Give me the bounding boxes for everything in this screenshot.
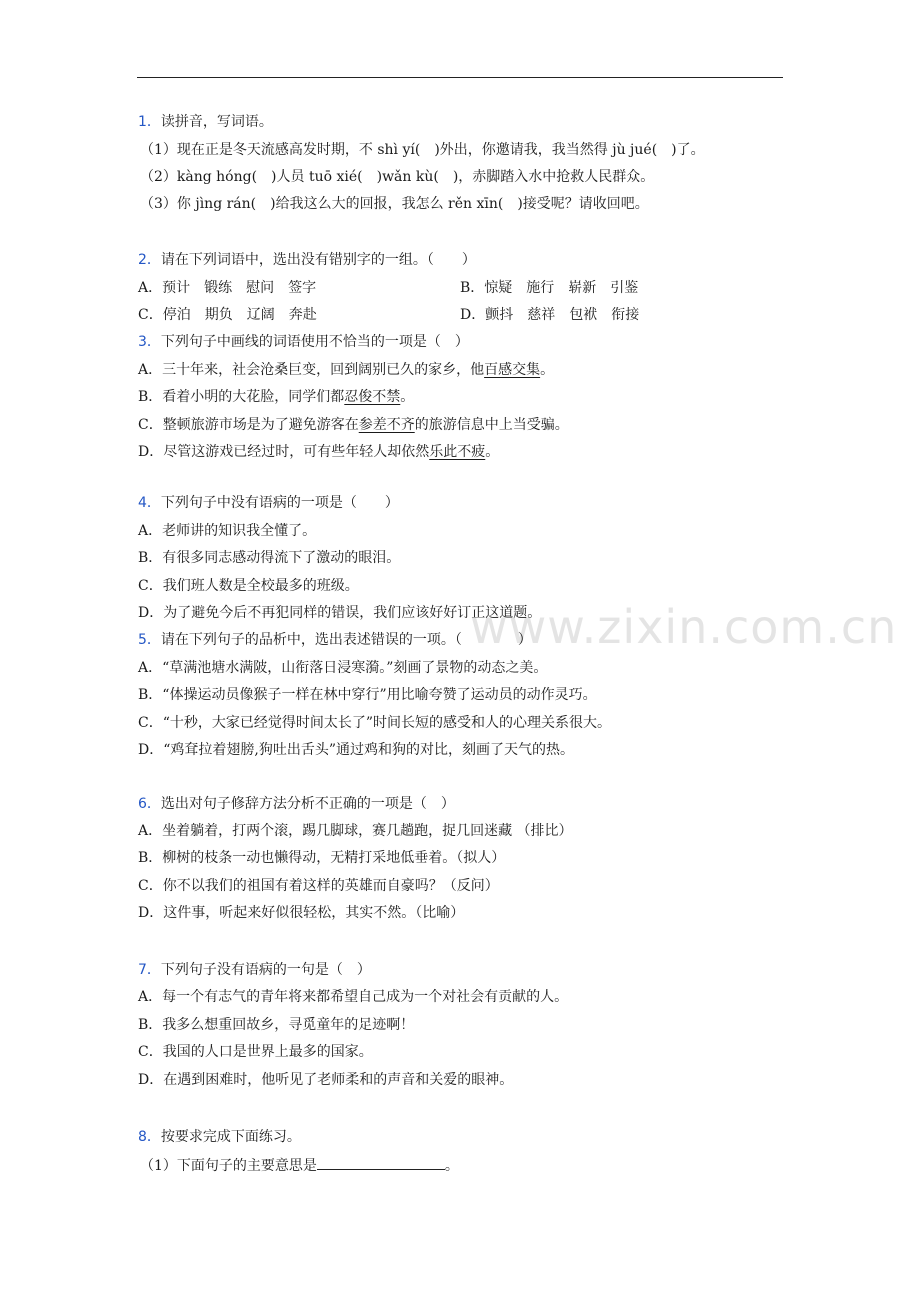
q3-option-d: D．尽管这游戏已经过时，可有些年轻人却依然乐此不疲。 xyxy=(138,444,500,460)
q5-option-a: A．“草满池塘水满陂，山衔落日浸寒漪。”刻画了景物的动态之美。 xyxy=(138,660,548,676)
underlined-phrase: 忍俊不禁 xyxy=(344,389,401,405)
q5-number: 5． xyxy=(138,632,161,648)
q2-option-d: D．颤抖 慈祥 包袱 衔接 xyxy=(460,307,640,323)
q3-option-c: C．整顿旅游市场是为了避免游客在参差不齐的旅游信息中上当受骗。 xyxy=(138,417,569,433)
q1-item-2: （2）kàng hóng( )人员 tuō xié( )wǎn kù( )，赤脚踏入水中抢救人民群众。 xyxy=(140,169,655,185)
q7-stem: 7．下列句子没有语病的一句是（ ） xyxy=(138,962,371,978)
q3-stem: 3．下列句子中画线的词语使用不恰当的一项是（ ） xyxy=(138,334,469,350)
q4-option-d: D．为了避免今后不再犯同样的错误，我们应该好好订正这道题。 xyxy=(138,605,542,621)
q7-option-d: D．在遇到困难时，他听见了老师柔和的声音和关爱的眼神。 xyxy=(138,1072,514,1088)
underlined-phrase: 百感交集 xyxy=(484,362,541,378)
q1-stem: 1．读拼音，写词语。 xyxy=(138,114,273,130)
q4-number: 4． xyxy=(138,495,161,511)
q6-stem: 6．选出对句子修辞方法分析不正确的一项是（ ） xyxy=(138,796,455,812)
q2-option-a: A．预计 锻练 慰问 签字 xyxy=(138,280,317,296)
q2-number: 2． xyxy=(138,252,161,268)
q8-item-1: （1）下面句子的主要意思是 。 xyxy=(140,1155,459,1175)
q1-item-3: （3）你 jìng rán( )给我这么大的回报，我怎么 rěn xīn( )接受呢？请收回吧。 xyxy=(140,196,649,212)
q1-item-1: （1）现在正是冬天流感高发时期，不 shì yí( )外出，你邀请我，我当然得 jù jué( )了。 xyxy=(140,142,705,158)
q2-stem: 2．请在下列词语中，选出没有错别字的一组。（ ） xyxy=(138,252,476,268)
watermark: www.zixin.com.cn xyxy=(470,600,898,654)
q3-option-b: B．看着小明的大花脸，同学们都忍俊不禁。 xyxy=(138,389,415,405)
underlined-phrase: 参差不齐 xyxy=(358,417,415,433)
q2-option-c: C．停泊 期负 辽阔 奔赴 xyxy=(138,307,317,323)
q6-option-b: B．柳树的枝条一动也懒得动，无精打采地低垂着。（拟人） xyxy=(138,850,506,866)
q7-option-b: B．我多么想重回故乡，寻觅童年的足迹啊！ xyxy=(138,1017,415,1033)
q4-option-a: A．老师讲的知识我全懂了。 xyxy=(138,523,317,539)
q3-number: 3． xyxy=(138,334,161,350)
q4-stem: 4．下列句子中没有语病的一项是（ ） xyxy=(138,495,399,511)
q6-option-a: A．坐着躺着，打两个滚，踢几脚球，赛几趟跑，捉几回迷藏 （排比） xyxy=(138,823,573,839)
q7-number: 7． xyxy=(138,962,161,978)
q5-option-d: D．“鸡耷拉着翅膀,狗吐出舌头”通过鸡和狗的对比，刻画了天气的热。 xyxy=(138,742,574,758)
q5-stem: 5．请在下列句子的品析中，选出表述错误的一项。（ ） xyxy=(138,632,532,648)
q8-number: 8． xyxy=(138,1129,161,1145)
answer-blank[interactable] xyxy=(317,1155,445,1170)
q4-option-c: C．我们班人数是全校最多的班级。 xyxy=(138,578,359,594)
q6-number: 6． xyxy=(138,796,161,812)
q3-option-a: A．三十年来，社会沧桑巨变，回到阔别已久的家乡，他百感交集。 xyxy=(138,362,555,378)
q6-option-c: C．你不以我们的祖国有着这样的英雄而自豪吗？（反问） xyxy=(138,878,499,894)
q5-option-b: B．“体操运动员像猴子一样在林中穿行”用比喻夸赞了运动员的动作灵巧。 xyxy=(138,687,597,703)
underlined-phrase: 乐此不疲 xyxy=(429,444,486,460)
q2-option-b: B．惊疑 施行 崭新 引鉴 xyxy=(460,280,639,296)
q4-option-b: B．有很多同志感动得流下了激动的眼泪。 xyxy=(138,550,401,566)
q7-option-a: A．每一个有志气的青年将来都希望自己成为一个对社会有贡献的人。 xyxy=(138,989,569,1005)
q5-option-c: C．“十秒，大家已经觉得时间太长了”时间长短的感受和人的心理关系很大。 xyxy=(138,715,612,731)
q1-number: 1． xyxy=(138,114,161,130)
q8-stem: 8．按要求完成下面练习。 xyxy=(138,1129,301,1145)
q6-option-d: D．这件事，听起来好似很轻松，其实不然。（比喻） xyxy=(138,905,465,921)
header-rule xyxy=(137,77,783,78)
q7-option-c: C．我国的人口是世界上最多的国家。 xyxy=(138,1044,373,1060)
